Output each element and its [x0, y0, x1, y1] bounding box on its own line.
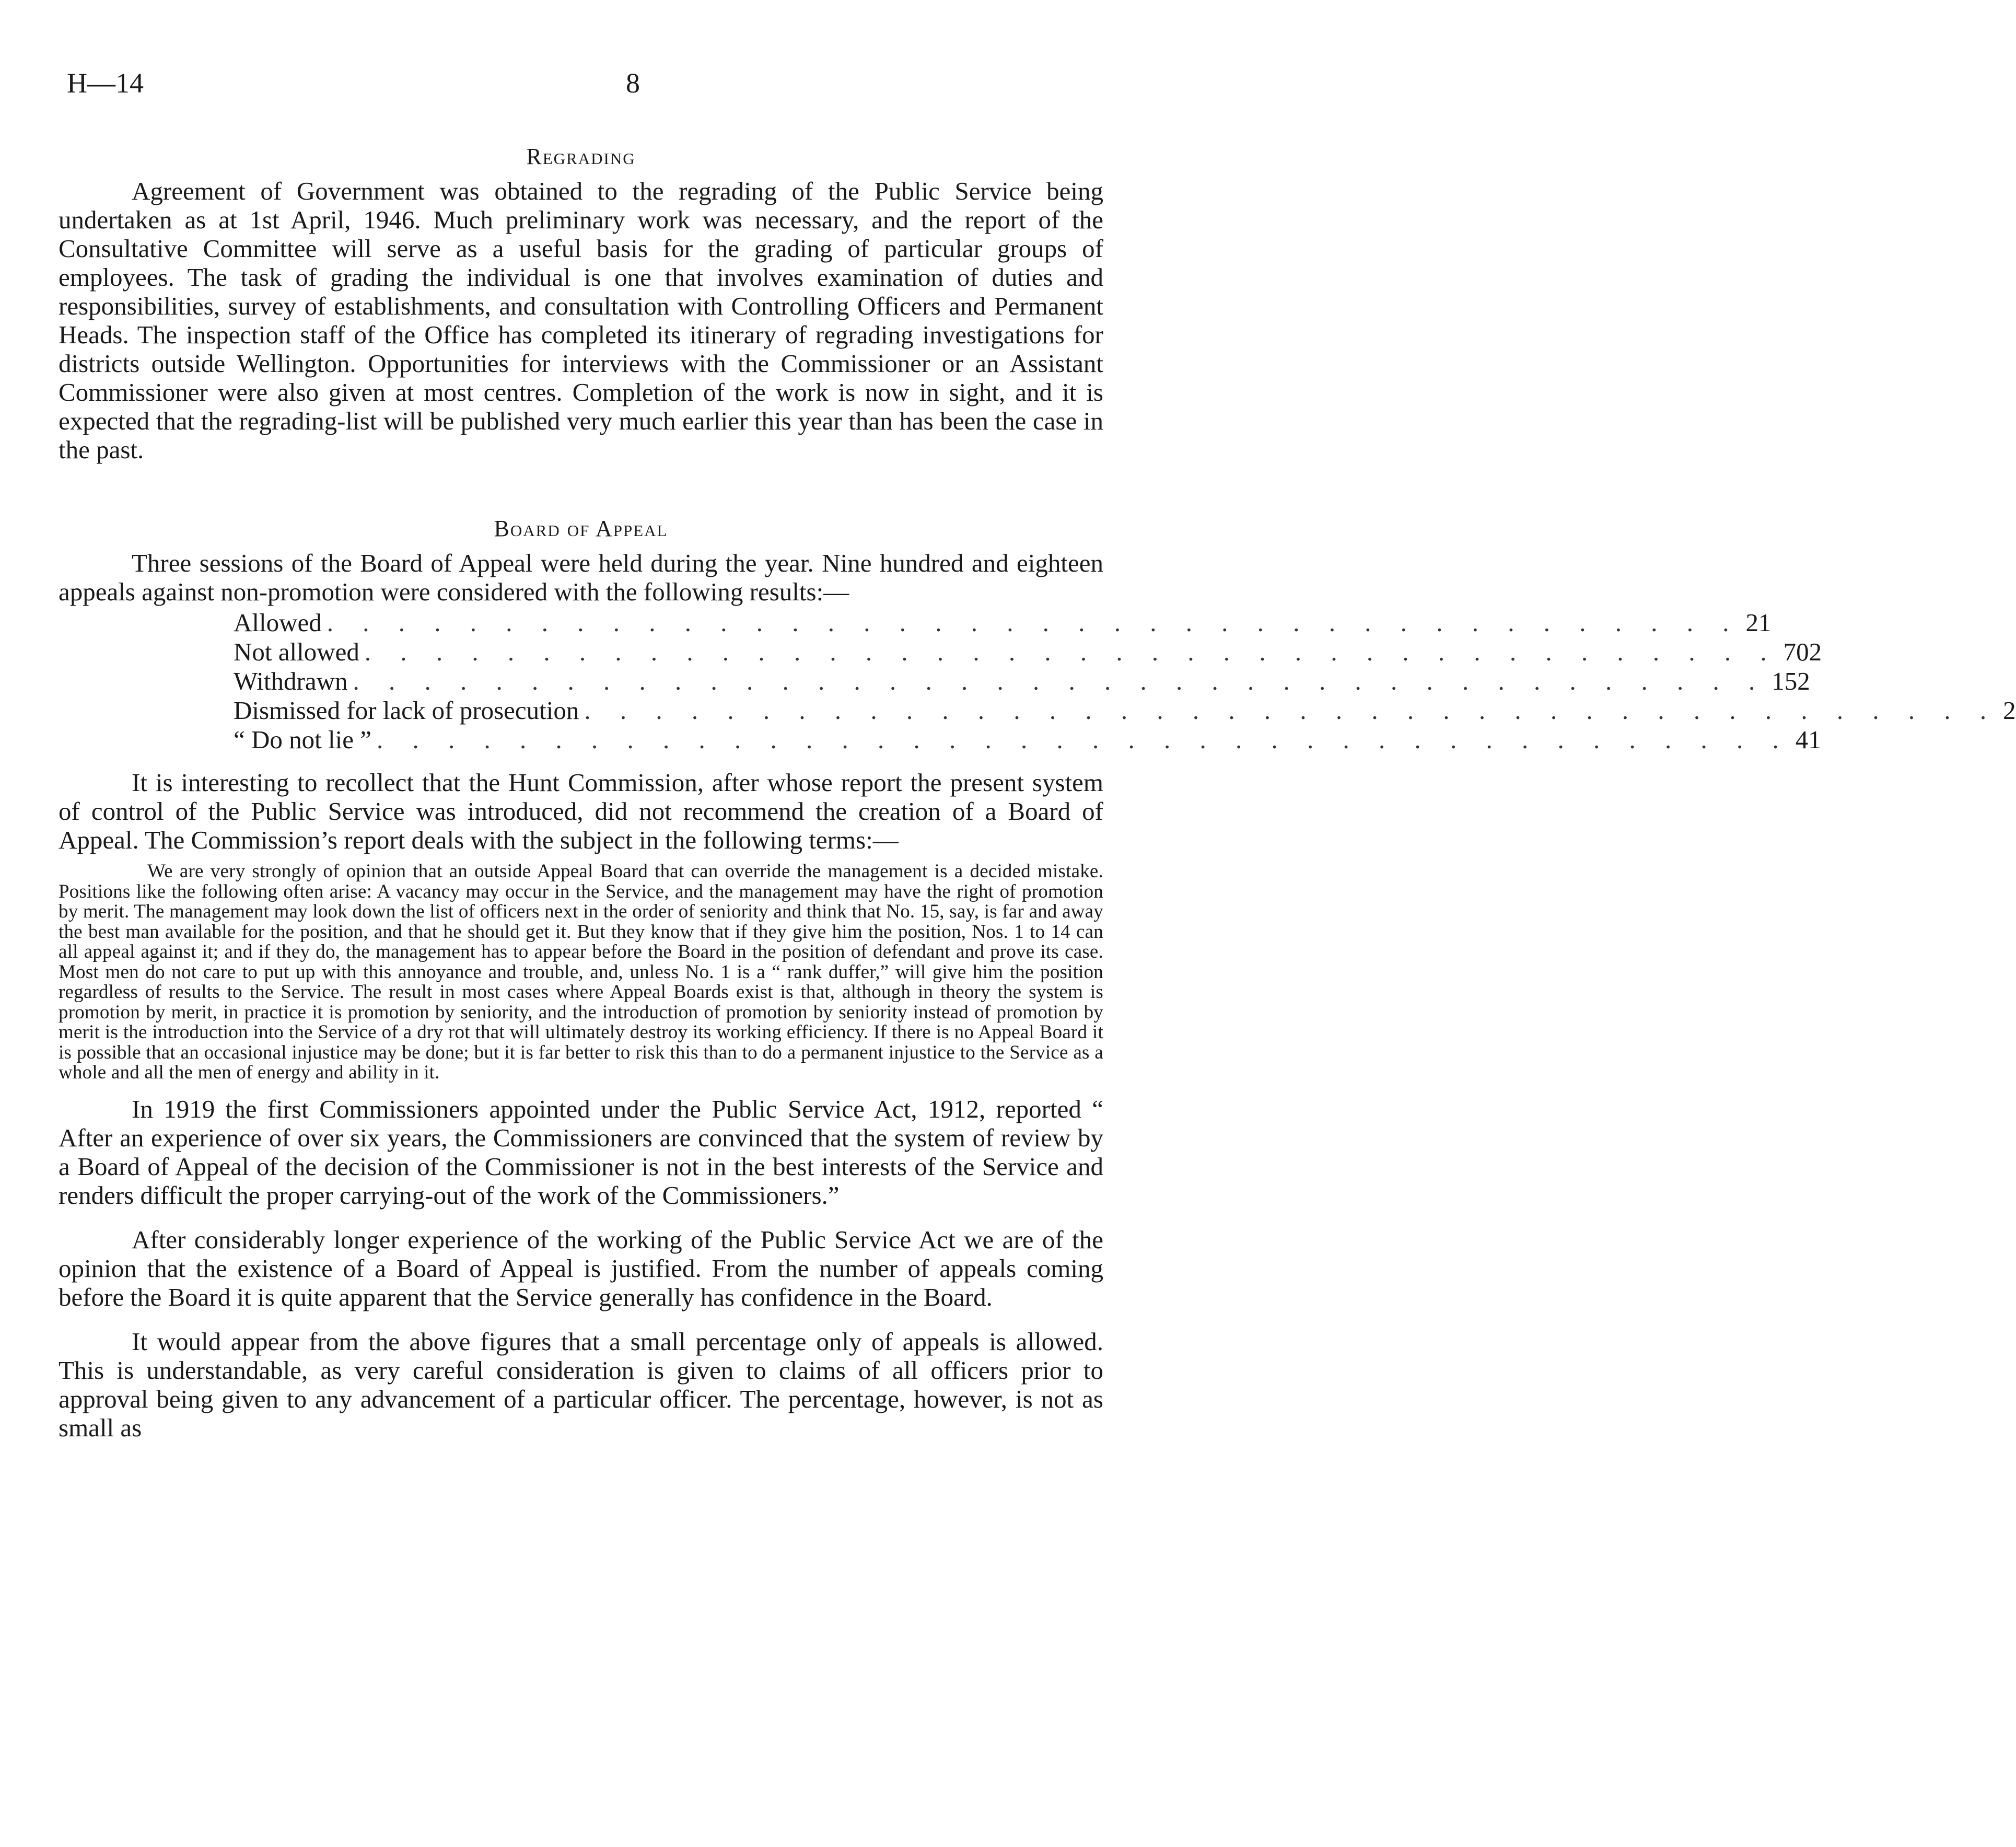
paragraph-regrading: Agreement of Government was obtained to the regrading of the Public Service being undertaken as at 1st April, 1946. Much preliminary work was necessary, and the report of the Consultative Committee will serve as a useful basis for the grading of particular groups of employees. The task of grading the individual is one that involves examination of duties and responsibilities, survey of establishments, and consultation with Controlling Officers and Permanent Heads. The inspection staff of the Office has completed its itinerary of regrading investigations for districts outside Wellington. Opportunities for interviews with the Commissioner or an Assistant Commissioner were also given at most centres. Completion of the work is now in sight, and it is expected that the regrading-list will be published very much earlier this year than has been the case in the past.: [59, 177, 1103, 464]
result-label: Withdrawn: [234, 667, 348, 695]
appeal-results-table: [234, 608, 2016, 754]
result-row: [234, 608, 1772, 637]
result-row: [234, 725, 1821, 754]
paragraph-opinion: After considerably longer experience of the working of the Public Service Act we are of the opinion that the existence of a Board of Appeal is justified. From the number of appeals coming before the Board it is quite apparent that the Service generally has confidence in the Board.: [59, 1225, 1103, 1311]
paragraph-hunt-commission: It is interesting to recollect that the Hunt Commission, after whose report the present system of control of the Public Service was introduced, did not recommend the creation of a Board of Appeal. The Commission’s report deals with the subject in the following terms:—: [59, 768, 1103, 854]
result-label: “ Do not lie ”: [234, 725, 371, 754]
result-label: Dismissed for lack of prosecution: [234, 696, 579, 725]
result-row: [234, 696, 2016, 725]
result-label: Allowed: [234, 608, 322, 637]
dot-leaders: . . . . . . . . . . . . . . . . . . . . . . . . . . . . . . . . . . . . . . . .: [584, 696, 1998, 725]
section-heading-regrading: Regrading: [526, 144, 636, 169]
paragraph-1919-commissioners: In 1919 the first Commissioners appointed under the Public Service Act, 1912, reported “ After an experience of over six years, the Commissioners are convinced that the system of review by a Board of Appeal of the decision of the Commissioner is not in the best interests of the Service and renders difficult the proper carrying-out of the work of the Commissioners.”: [59, 1094, 1103, 1210]
paragraph-figures: It would appear from the above figures that a small percentage only of appeals is allowed. This is understandable, as very careful consideration is given to claims of all officers prior to approval being given to any advancement of a particular officer. The percentage, however, is not as small as: [59, 1327, 1103, 1442]
dot-leaders: . . . . . . . . . . . . . . . . . . . . . . . . . . . . . . . . . . . . . . . .: [376, 725, 1790, 754]
result-value: 21: [1745, 608, 1772, 637]
paragraph-board-intro: Three sessions of the Board of Appeal were held during the year. Nine hundred and eighteen appeals against non-promotion were considered with the following results:—: [59, 549, 1103, 606]
document-reference: H—14: [67, 67, 144, 99]
page-number: 8: [626, 67, 640, 99]
result-row: [234, 637, 1822, 667]
commission-quote: We are very strongly of opinion that an outside Appeal Board that can override the management is a decided mistake. Positions like the following often arise: A vacancy may occur in the Service, and the management may have the right of promotion by merit. The management may look down the list of officers next in the order of seniority and think that No. 15, say, is far and away the best man available for the position, and that he should get it. But they know that if they give him the position, Nos. 1 to 14 can all appeal against it; and if they do, the management has to appear before the Board in the position of defendant and prove its case. Most men do not care to put up with this annoyance and trouble, and, unless No. 1 is a “ rank duffer,” will give him the position regardless of results to the Service. The result in most cases where Appeal Boards exist is that, although in theory the system is promotion by merit, in practice it is promotion by seniority, and the introduction of promotion by seniority instead of promotion by merit is the introduction into the Service of a dry rot that will ultimately destroy its working efficiency. If there is no Appeal Board it is possible that an occasional injustice may be done; but it is far better to risk this than to do a permanent injustice to the Service as a whole and all the men of energy and ability in it.: [59, 861, 1103, 1083]
dot-leaders: . . . . . . . . . . . . . . . . . . . . . . . . . . . . . . . . . . . . . . . .: [353, 667, 1767, 695]
page-header: [67, 67, 1096, 103]
result-value: 152: [1772, 667, 1810, 695]
page-content: [59, 142, 2016, 1442]
result-value: 41: [1795, 725, 1821, 754]
result-value: 2: [2003, 696, 2016, 725]
dot-leaders: . . . . . . . . . . . . . . . . . . . . . . . . . . . . . . . . . . . . . . . .: [364, 637, 1778, 666]
result-value: 702: [1783, 637, 1822, 666]
result-label: Not allowed: [234, 637, 359, 666]
section-heading-board-of-appeal: Board of Appeal: [494, 516, 668, 541]
dot-leaders: . . . . . . . . . . . . . . . . . . . . . . . . . . . . . . . . . . . . . . . .: [327, 608, 1741, 637]
result-row: [234, 667, 1810, 696]
